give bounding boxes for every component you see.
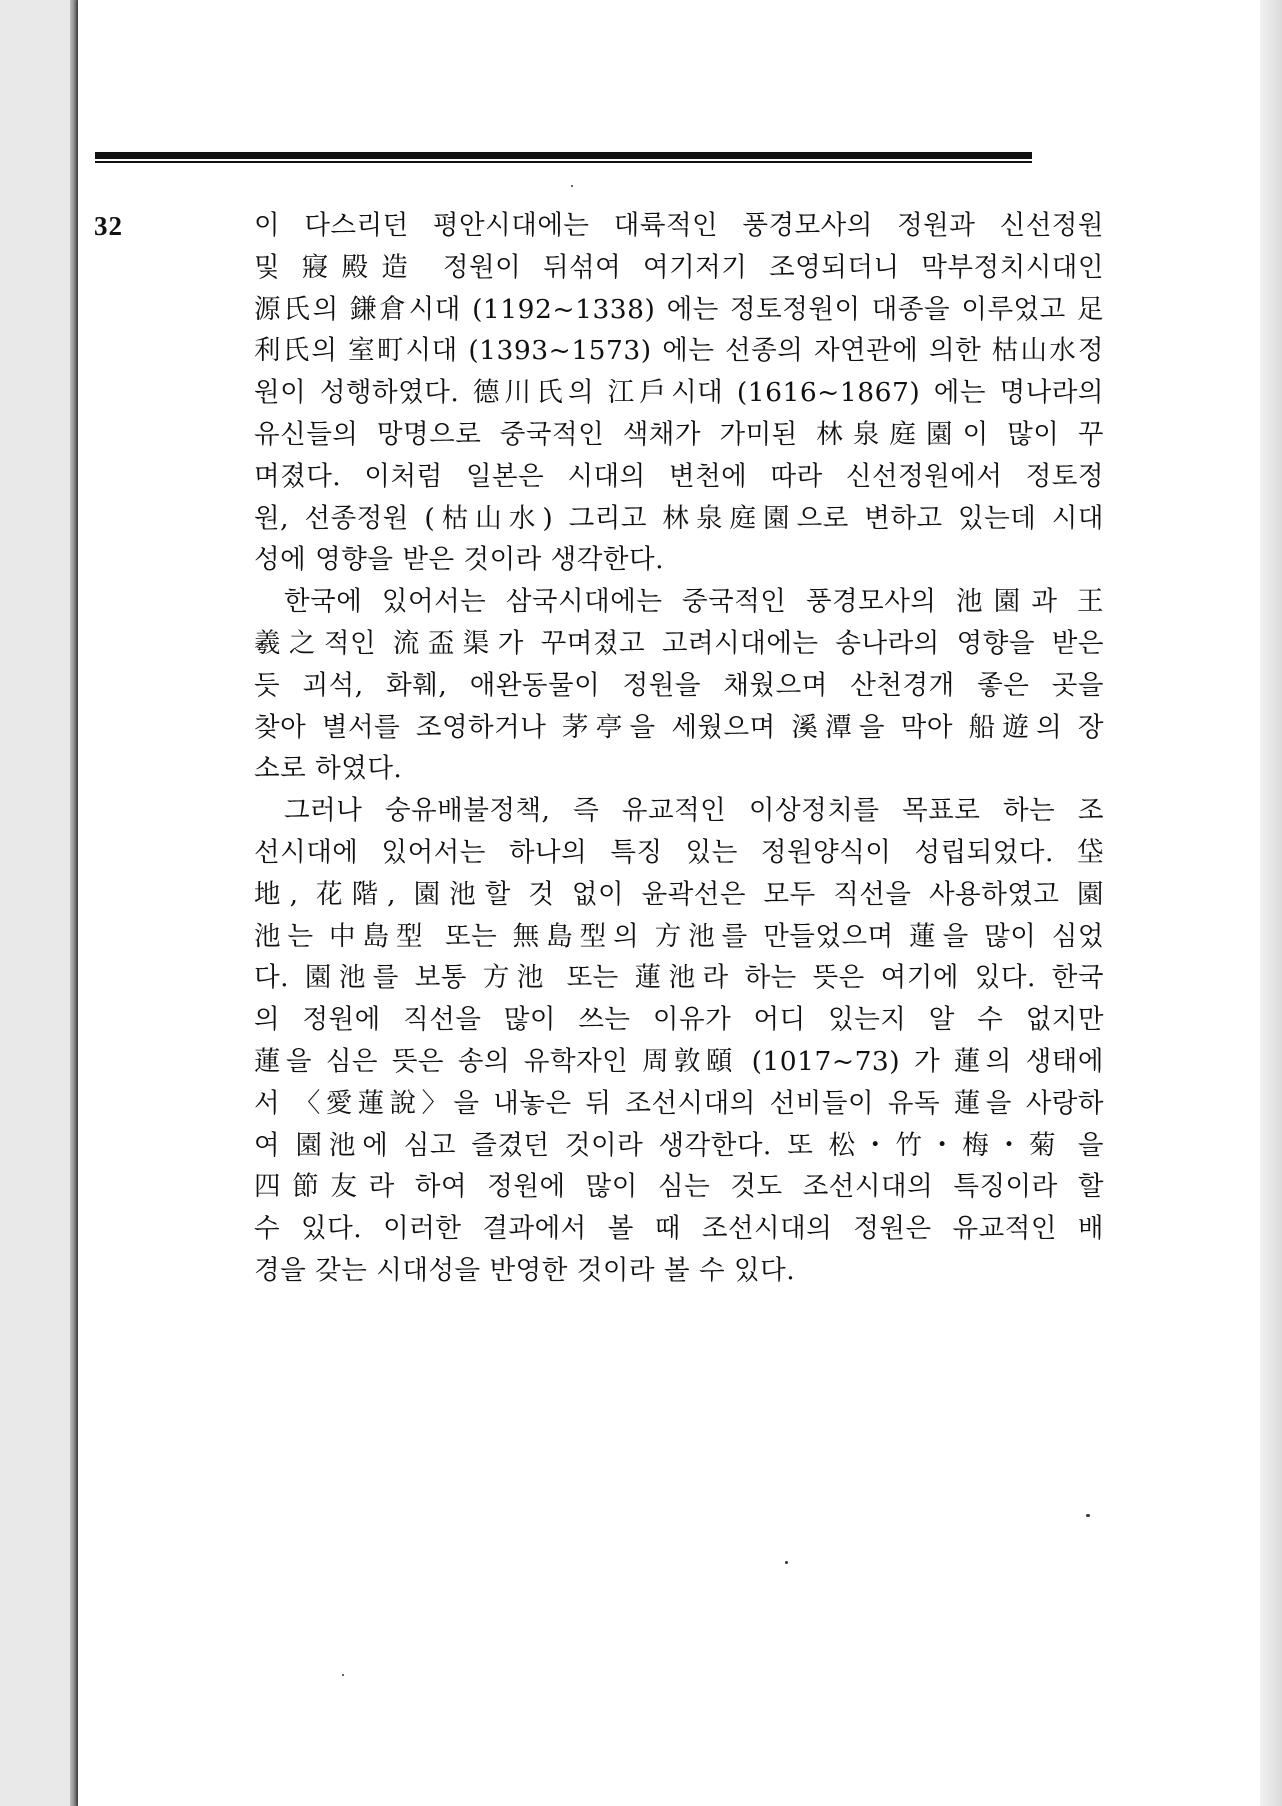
text-line: 듯 괴석, 화훼, 애완동물이 정원을 채웠으며 산천경개 좋은 곳을 (254, 669, 1104, 701)
book-spine-shadow (70, 0, 78, 1806)
scan-speck (571, 185, 573, 187)
text-line: 이 다스리던 평안시대에는 대륙적인 풍경모사의 정원과 신선정원 (254, 210, 1104, 241)
text-line: 그러나 숭유배불정책, 즉 유교적인 이상정치를 목표로 하는 조 (284, 795, 1104, 827)
text-line: 찾아 별서를 조영하거나 茅亭을 세웠으며 溪潭을 막아 船遊의 장 (254, 711, 1104, 743)
text-line: 선시대에 있어서는 하나의 특징 있는 정원양식이 성립되었다. 垈 (254, 836, 1104, 868)
text-line: 한국에 있어서는 삼국시대에는 중국적인 풍경모사의 池園과 王 (284, 586, 1104, 618)
text-line: 경을 갖는 시대성을 반영한 것이라 볼 수 있다. (254, 1254, 796, 1286)
text-line: 원이 성행하였다. 德川氏의 江戶시대 (1616~1867) 에는 명나라의 (254, 377, 1104, 409)
text-line: 및 寢殿造 정원이 뒤섞여 여기저기 조영되더니 막부정치시대인 (254, 251, 1104, 283)
text-line: 蓮을 심은 뜻은 송의 유학자인 周敦頤 (1017~73) 가 蓮의 생태에 (254, 1045, 1104, 1077)
header-double-rule (95, 152, 1032, 163)
body-text (254, 205, 1104, 1292)
text-line: 성에 영향을 받은 것이라 생각한다. (254, 544, 665, 576)
header-rule-thick (95, 152, 1032, 159)
text-line: 羲之적인 流盃渠가 꾸며졌고 고려시대에는 송나라의 영향을 받은 (254, 627, 1104, 659)
text-line: 利氏의 室町시대 (1393~1573) 에는 선종의 자연관에 의한 枯山水정 (254, 335, 1104, 367)
text-line: 원, 선종정원 (枯山水) 그리고 林泉庭園으로 변하고 있는데 시대 (254, 502, 1104, 534)
page-edge (1260, 0, 1282, 1806)
text-line: 地, 花階, 園池할 것 없이 윤곽선은 모두 직선을 사용하였고 園 (254, 878, 1104, 910)
page-number: 32 (94, 211, 123, 241)
paragraph-2 (254, 581, 1104, 790)
paragraph-3 (254, 790, 1104, 1292)
text-line: 서 〈愛蓮說〉을 내놓은 뒤 조선시대의 선비들이 유독 蓮을 사랑하 (254, 1087, 1104, 1119)
text-line: 소로 하였다. (254, 753, 403, 785)
text-line: 유신들의 망명으로 중국적인 색채가 가미된 林泉庭園이 많이 꾸 (254, 418, 1104, 450)
text-line: 며졌다. 이처럼 일본은 시대의 변천에 따라 신선정원에서 정토정 (254, 460, 1104, 492)
header-rule-thin (95, 161, 1032, 163)
text-line: 池는 中島型 또는 無島型의 方池를 만들었으며 蓮을 많이 심었 (254, 920, 1104, 952)
scan-speck (342, 1674, 344, 1676)
text-line: 의 정원에 직선을 많이 쓰는 이유가 어디 있는지 알 수 없지만 (254, 1004, 1104, 1036)
text-line: 四節友라 하여 정원에 많이 심는 것도 조선시대의 특징이라 할 (254, 1171, 1104, 1203)
paragraph-1 (254, 205, 1104, 581)
text-line: 수 있다. 이러한 결과에서 볼 때 조선시대의 정원은 유교적인 배 (254, 1213, 1104, 1245)
text-line: 다. 園池를 보통 方池 또는 蓮池라 하는 뜻은 여기에 있다. 한국 (254, 962, 1104, 994)
text-line: 여 園池에 심고 즐겼던 것이라 생각한다. 또 松・竹・梅・菊 을 (254, 1129, 1104, 1161)
text-line: 源氏의 鎌倉시대 (1192~1338) 에는 정토정원이 대종을 이루었고 足 (254, 293, 1104, 325)
scan-speck (785, 1561, 788, 1564)
scan-speck (1086, 1514, 1090, 1517)
